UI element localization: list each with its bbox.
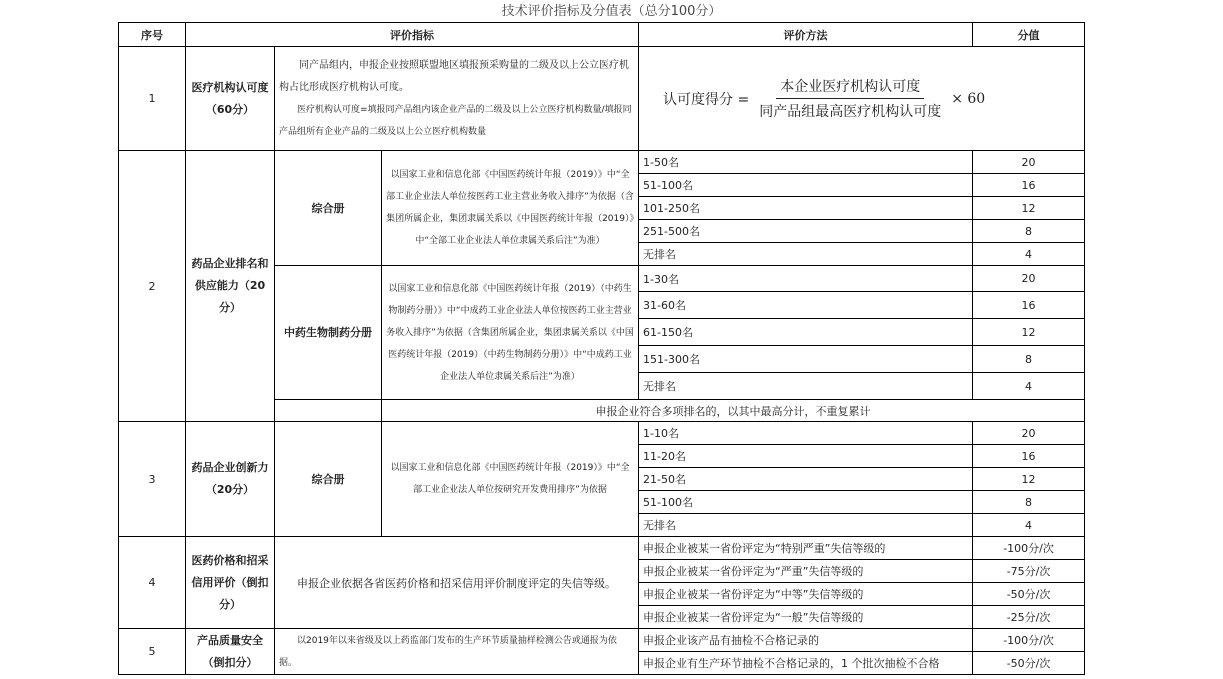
method-cell: 申报企业有生产环节抽检不合格记录的，1 个批次抽检不合格 <box>639 652 973 675</box>
score-cell: -75分/次 <box>973 560 1085 583</box>
indicator-description: 申报企业依据各省医药价格和招采信用评价制度评定的失信等级。 <box>275 537 639 629</box>
sub-indicator-description: 以国家工业和信息化部《中国医药统计年报（2019）（中药生物制药分册）》中“中成药工业企业法人单位按医药工业主营业务收入排序”为依据（含集团所属企业，集团隶属关系以《中国医药统计年报（2019）（中药生物制药分册）》中“中成药工业企业法人单位隶属关系后注”为准） <box>382 266 639 400</box>
score-cell: -100分/次 <box>973 629 1085 652</box>
score-cell: 4 <box>973 373 1085 400</box>
score-cell: -25分/次 <box>973 606 1085 629</box>
indicator-name: 医疗机构认可度（60分） <box>186 47 275 151</box>
description-paragraph: 医疗机构认可度=填报同产品组内该企业产品的二级及以上公立医疗机构数量/填报同产品组所有企业产品的二级及以上公立医疗机构数量 <box>279 104 632 137</box>
row-number: 4 <box>119 537 186 629</box>
method-cell: 申报企业被某一省份评定为“特别严重”失信等级的 <box>639 537 973 560</box>
sub-indicator-label: 中药生物制药分册 <box>275 266 382 400</box>
score-cell: 16 <box>973 174 1085 197</box>
row-number: 2 <box>119 151 186 422</box>
method-cell: 151-300名 <box>639 346 973 373</box>
score-cell: 4 <box>973 514 1085 537</box>
score-cell: -100分/次 <box>973 537 1085 560</box>
table-row <box>119 151 1085 174</box>
header-no: 序号 <box>119 23 186 47</box>
table-row <box>119 629 1085 652</box>
formula-rhs: × 60 <box>951 90 986 107</box>
empty-cell <box>275 400 382 422</box>
score-cell: 16 <box>973 445 1085 468</box>
score-cell: 4 <box>973 243 1085 266</box>
formula-lhs: 认可度得分 = <box>663 91 750 108</box>
indicator-name: 产品质量安全（倒扣分） <box>186 629 275 675</box>
score-cell: -50分/次 <box>973 583 1085 606</box>
table-row <box>119 537 1085 560</box>
indicator-name: 药品企业排名和供应能力（20分） <box>186 151 275 422</box>
method-cell: 申报企业被某一省份评定为“一般”失信等级的 <box>639 606 973 629</box>
header-indicator: 评价指标 <box>186 23 639 47</box>
score-cell: 16 <box>973 292 1085 319</box>
score-cell: 8 <box>973 491 1085 514</box>
evaluation-table <box>118 22 1085 675</box>
score-cell: 20 <box>973 151 1085 174</box>
header-score: 分值 <box>973 23 1085 47</box>
formula-denominator: 同产品组最高医疗机构认可度 <box>759 104 942 120</box>
section-note: 申报企业符合多项排名的，以其中最高分计，不重复累计 <box>382 400 1085 422</box>
table-row <box>119 47 1085 151</box>
formula-numerator: 本企业医疗机构认可度 <box>776 76 924 99</box>
method-cell: 申报企业被某一省份评定为“中等”失信等级的 <box>639 583 973 606</box>
indicator-description: 以2019年以来省级及以上药监部门发布的生产环节质量抽样检测公告或通报为依据。 <box>275 629 639 675</box>
header-row <box>119 23 1085 47</box>
score-formula <box>639 47 1085 151</box>
score-cell: 12 <box>973 197 1085 220</box>
sub-indicator-description: 以国家工业和信息化部《中国医药统计年报（2019）》中“全部工业企业法人单位按医药工业主营业务收入排序”为依据（含集团所属企业，集团隶属关系以《中国医药统计年报（2019）》中“全部工业企业法人单位隶属关系后注”为准） <box>382 151 639 266</box>
header-method: 评价方法 <box>639 23 973 47</box>
score-cell: 8 <box>973 220 1085 243</box>
score-cell: 8 <box>973 346 1085 373</box>
row-number: 5 <box>119 629 186 675</box>
method-cell: 61-150名 <box>639 319 973 346</box>
method-cell: 无排名 <box>639 514 973 537</box>
score-cell: -50分/次 <box>973 652 1085 675</box>
score-cell: 20 <box>973 422 1085 445</box>
table-row <box>119 422 1085 445</box>
method-cell: 无排名 <box>639 373 973 400</box>
indicator-name: 药品企业创新力（20分） <box>186 422 275 537</box>
indicator-name: 医药价格和招采信用评价（倒扣分） <box>186 537 275 629</box>
method-cell: 无排名 <box>639 243 973 266</box>
method-cell: 101-250名 <box>639 197 973 220</box>
method-cell: 51-100名 <box>639 491 973 514</box>
row-number: 1 <box>119 47 186 151</box>
method-cell: 31-60名 <box>639 292 973 319</box>
method-cell: 申报企业该产品有抽检不合格记录的 <box>639 629 973 652</box>
method-cell: 申报企业被某一省份评定为“严重”失信等级的 <box>639 560 973 583</box>
score-cell: 12 <box>973 468 1085 491</box>
method-cell: 251-500名 <box>639 220 973 243</box>
score-cell: 12 <box>973 319 1085 346</box>
method-cell: 51-100名 <box>639 174 973 197</box>
method-cell: 21-50名 <box>639 468 973 491</box>
method-cell: 1-50名 <box>639 151 973 174</box>
sub-indicator-label: 综合册 <box>275 422 382 537</box>
indicator-description <box>275 47 639 151</box>
sub-indicator-label: 综合册 <box>275 151 382 266</box>
score-cell: 20 <box>973 266 1085 292</box>
row-number: 3 <box>119 422 186 537</box>
table-title: 技术评价指标及分值表（总分100分） <box>501 4 722 19</box>
method-cell: 1-10名 <box>639 422 973 445</box>
method-cell: 1-30名 <box>639 266 973 292</box>
description-paragraph: 同产品组内，申报企业按照联盟地区填报预采购量的二级及以上公立医疗机构占比形成医疗机构认可度。 <box>279 59 629 93</box>
method-cell: 11-20名 <box>639 445 973 468</box>
sub-indicator-description: 以国家工业和信息化部《中国医药统计年报（2019）》中“全部工业企业法人单位按研究开发费用排序”为依据 <box>382 422 639 537</box>
